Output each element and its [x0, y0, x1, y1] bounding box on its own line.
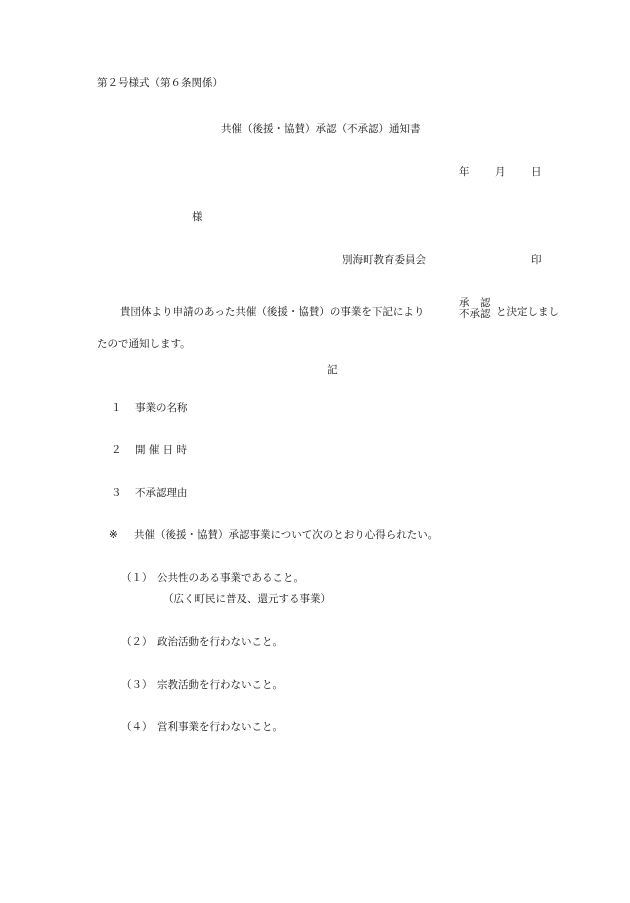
- item-label: 事業の名称: [135, 402, 188, 414]
- item-number: ３: [111, 487, 122, 499]
- note-text: 共催（後援・協賛）承認事業について次のとおり心得られたい。: [134, 529, 439, 541]
- ki-heading: 記: [327, 364, 338, 376]
- issuer-name: 別海町教育委員会: [342, 254, 426, 266]
- condition-number: （４）: [121, 721, 153, 733]
- body-text-part2: と決定しまし: [496, 306, 559, 318]
- issuer-seal: 印: [531, 254, 542, 266]
- date-month: 月: [495, 166, 506, 178]
- condition-number: （１）: [121, 572, 153, 584]
- form-number: 第２号様式（第６条関係）: [97, 77, 223, 89]
- condition-text: 営利事業を行わないこと。: [157, 721, 283, 733]
- condition-number: （２）: [121, 636, 153, 648]
- choice-approve: 承 認: [459, 297, 491, 309]
- item-label: 不承認理由: [135, 487, 188, 499]
- body-text-part1: 貴団体より申請のあった共催（後援・協賛）の事業を下記により: [120, 306, 425, 318]
- approval-choice: [459, 298, 491, 320]
- item-number: １: [111, 402, 122, 414]
- condition-text: 政治活動を行わないこと。: [157, 636, 283, 648]
- date-year: 年: [459, 166, 470, 178]
- condition-text: 公共性のある事業であること。: [157, 572, 304, 584]
- item-number: ２: [111, 444, 122, 456]
- note-mark: ※: [109, 529, 118, 541]
- addressee-suffix: 様: [192, 211, 203, 223]
- condition-text: 宗教活動を行わないこと。: [157, 679, 283, 691]
- condition-number: （３）: [121, 679, 153, 691]
- condition-subtext: （広く町民に普及、還元する事業）: [163, 593, 331, 605]
- body-text-line2: たので通知します。: [97, 338, 191, 350]
- document-title: 共催（後援・協賛）承認（不承認）通知書: [221, 123, 421, 135]
- date-day: 日: [531, 166, 542, 178]
- choice-disapprove: 不承認: [459, 308, 491, 321]
- item-label: 開 催 日 時: [135, 444, 188, 456]
